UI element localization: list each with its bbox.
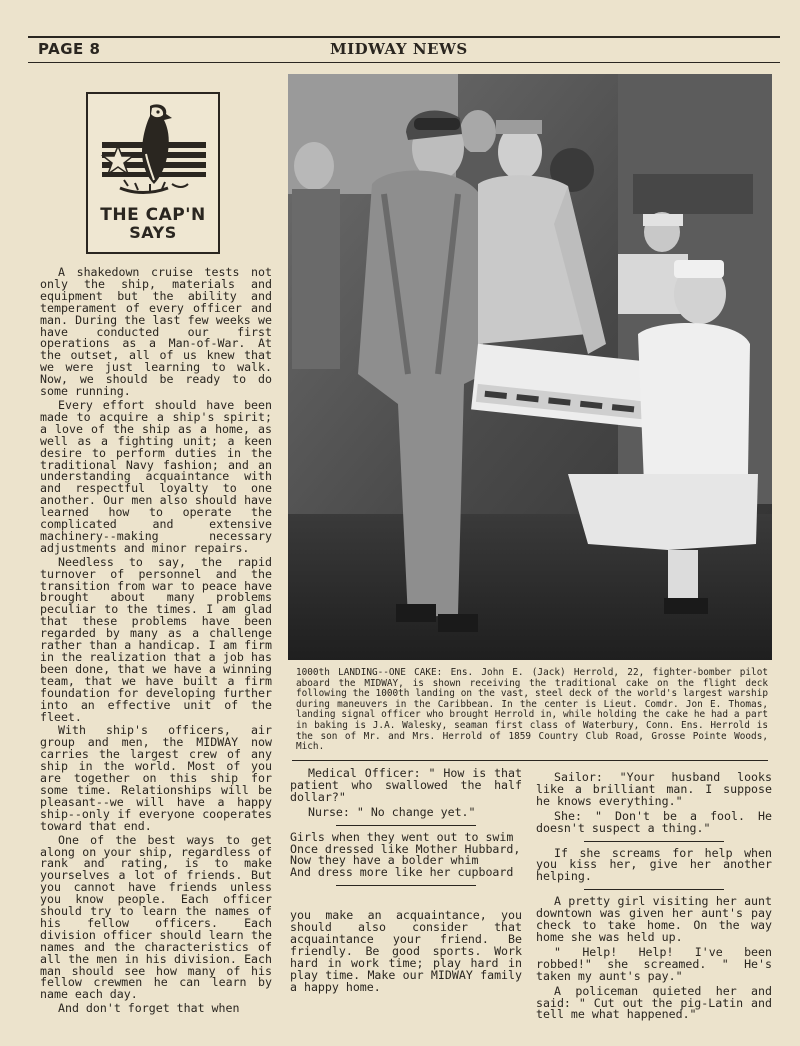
column-continuation: you make an acquaintance, you should also consider that acquaintance your friend. Be friendly. Be good sports. Work hard in work time; play hard in play time. Make our MIDWAY family a happy home. — [290, 908, 522, 994]
joke-text: Nurse: " No change yet." — [308, 804, 476, 819]
separator-rule — [584, 841, 724, 842]
column-paragraph: With ship's officers, air group and men, the MIDWAY now carries the largest crew of any ship in the world. Most of you are together on this ship for some time. Relationships will be pleasant--we will have a happy ship--only if everyone cooperates toward that end. — [40, 723, 272, 833]
header-bottom-rule — [28, 62, 780, 63]
caption-rule — [292, 760, 768, 761]
photo-caption: 1000th LANDING--ONE CAKE: Ens. John E. (Jack) Herrold, 22, fighter-bomber pilot aboard the MIDWAY, is shown receiving the traditional cake on the flight deck following the 1000th landing on the vast, steel deck of the world's largest warship during maneuvers in the Caribbean. In the center is Lieut. Comdr. Jon E. Thomas, landing signal officer who brought Herrold in, while holding the cake he had a part in baking is J.A. Walesky, seaman first class of Waterbury, Conn. Ens. Herrold is the son of Mr. and Mrs. Herrold of 1859 Country Club Road, Grosse Pointe Woods, Mich. — [296, 667, 768, 753]
page-number: PAGE 8 — [38, 40, 101, 58]
column-paragraph: A shakedown cruise tests not only the ship, materials and equipment but the ability and temperament of every officer and man. During the last few weeks we have conducted our first operations as a Man-of-War. At the outset, all of us knew that we were just learning to walk. Now, we should be ready to do some running. — [40, 265, 272, 399]
separator-rule — [336, 825, 476, 826]
logo-title-line2: SAYS — [129, 223, 177, 242]
column-paragraph: Every effort should have been made to acquire a ship's spirit; a love of the ship as a home, as well as a fighting unit; a keen desire to perform duties in the traditional Navy fashion; and an understanding acquaintance with and respectful loyalty to one another. Our men also should have learned how to operate the complicated and extensive machinery--making necessary adjustments and minor repairs. — [40, 397, 272, 555]
verse-line: Once dressed like Mother Hubbard, — [290, 841, 521, 856]
column-paragraph: One of the best ways to get along on your ship, regardless of rank and rating, is to make yourselves a lot of friends. But you cannot have friends unless you know people. Each officer should try to learn the names of his fellow officers. Each division officer should learn the names and the characteristics of all the men in his division. Each man should see how many of his fellow crewmen he can learn by name each day. — [40, 832, 272, 1002]
joke-text: A pretty girl visiting her aunt downtown was given her aunt's pay check to take home. On the way home she was held up. — [536, 894, 772, 944]
newspaper-title: MIDWAY NEWS — [330, 40, 468, 58]
header-top-rule — [28, 36, 780, 38]
column-paragraph: And don't forget that when — [58, 1001, 240, 1016]
verse-line: And dress more like her cupboard — [290, 865, 514, 880]
cake-ceremony-photo — [288, 74, 772, 660]
capn-says-column — [40, 267, 272, 1017]
eagle-star-stripes-emblem — [88, 94, 218, 206]
verse-line: Now they have a bolder whim — [290, 853, 479, 868]
capn-says-logo — [86, 92, 220, 254]
separator-rule — [584, 889, 724, 890]
joke-text: If she screams for help when you kiss her, give her another helping. — [536, 845, 772, 884]
separator-rule — [336, 885, 476, 886]
joke-text: Sailor: "Your husband looks like a brilliant man. I suppose he knows everything." — [536, 770, 772, 808]
verse-line: Girls when they went out to swim — [290, 829, 514, 844]
logo-title — [88, 206, 218, 242]
joke-text: Medical Officer: " How is that patient who swallowed the half dollar?" — [290, 766, 522, 804]
logo-title-line1: THE CAP'N — [100, 205, 206, 225]
joke-text: " Help! Help! I've been robbed!" she screamed. " He's taken my aunt's pay." — [536, 944, 772, 983]
joke-text: A policeman quieted her and said: " Cut out the pig-Latin and tell me what happened." — [536, 983, 772, 1022]
jokes-column-right — [536, 772, 772, 1024]
jokes-column-middle — [290, 768, 522, 997]
column-paragraph: Needless to say, the rapid turnover of personnel and the transition from war to peace have brought about many problems peculiar to the times. I am glad that these problems have been regarded by many as a challenge rather than a handicap. I am firm in the realization that a job has been done, that we have a winning team, that we have built a firm foundation for developing further into an effective unit of the fleet. — [40, 554, 272, 724]
joke-text: She: " Don't be a fool. He doesn't suspect a thing." — [536, 808, 772, 835]
verse — [290, 829, 522, 880]
